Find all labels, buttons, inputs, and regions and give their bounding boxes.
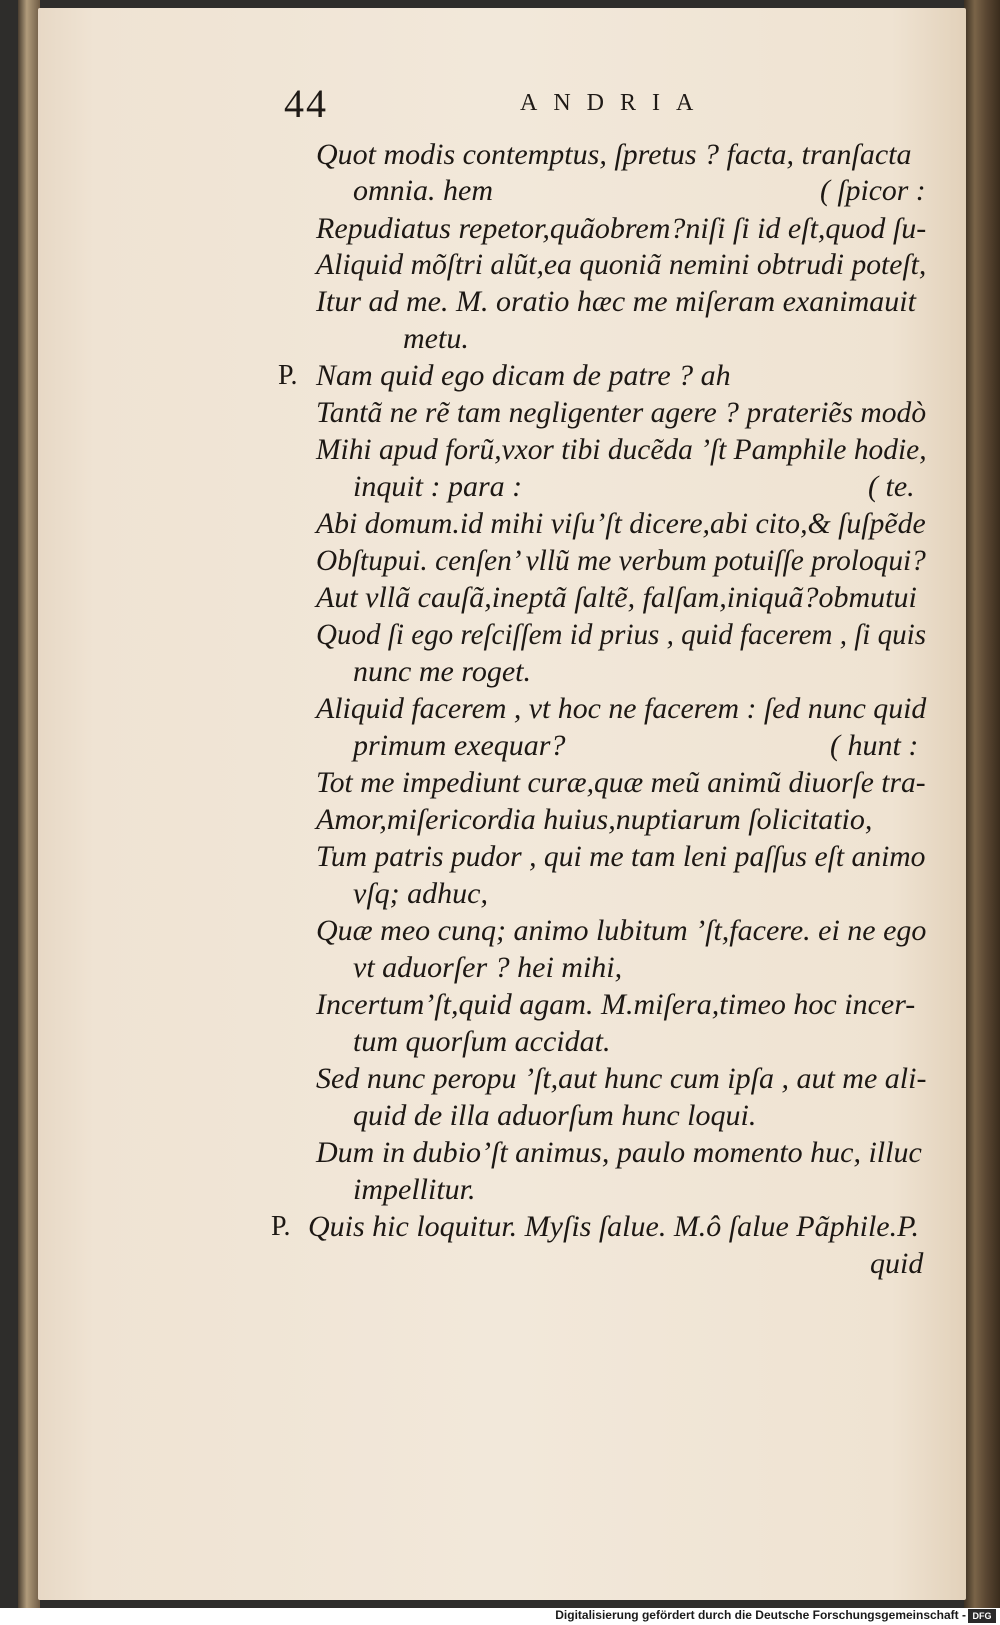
book-cover-right [964,0,1000,1608]
text-line: Mihi apud forũ,vxor tibi ducẽda ’ſt Pamphile hodie, [316,433,927,466]
text-line: Quis hic loquitur. Myſis ſalue. M.ô ſalue Pãphile.P. [308,1210,920,1243]
text-line: vt aduorſer ? hei mihi, [353,951,623,984]
text-line: Aliquid mõſtri alũt,ea quoniã nemini obtrudi poteſt, [316,248,927,281]
text-line: Abi domum.id mihi viſu’ſt dicere,abi cito,& ſuſpẽde [316,507,926,540]
text-line: Tum patris pudor , qui me tam leni paſſus eſt animo [316,840,926,873]
text-line: Quod ſi ego reſciſſem id prius , quid facerem , ſi quis [316,618,927,651]
speaker-mark: P. [271,1211,291,1242]
text-line: Tantã ne rẽ tam negligenter agere ? prateriẽs modò [316,396,927,429]
text-line: Itur ad me. M. oratio hæc me miſeram exanimauit [316,285,916,318]
catchword: quid [870,1247,924,1280]
dfg-logo: DFG [968,1609,996,1623]
text-line: Obſtupui. cenſen’ vllũ me verbum potuiſſe proloqui? [316,544,926,577]
digitization-footer [0,1608,1000,1625]
text-line: nunc me roget. [353,655,532,688]
text-line: quid de illa aduorſum hunc loqui. [353,1099,757,1132]
text-line: ( ſpicor : [820,174,926,207]
book-page [38,8,966,1600]
text-line: impellitur. [353,1173,476,1206]
text-line: Quot modis contemptus, ſpretus ? facta, tranſacta [316,138,912,171]
text-line: Tot me impediunt curæ,quæ meũ animũ diuorſe tra- [316,766,926,799]
page-number: 44 [284,81,328,126]
text-line: Dum in dubio’ſt animus, paulo momento huc, illuc [316,1136,922,1169]
text-line: ( hunt : [830,729,919,762]
text-line: tum quorſum accidat. [353,1025,611,1058]
text-line: omnia. hem [353,174,493,207]
text-line: Quæ meo cunq; animo lubitum ’ſt,facere. ei ne ego [316,914,927,947]
page-header [38,80,966,130]
text-line: Nam quid ego dicam de patre ? ah [316,359,731,392]
text-line: Amor,miſericordia huius,nuptiarum ſolicitatio, [316,803,873,836]
text-line: vſq; adhuc, [353,877,488,910]
text-line: Repudiatus repetor,quãobrem?niſi ſi id eſt,quod ſu- [316,212,927,245]
text-line: ( te. [868,470,915,503]
text-line: Sed nunc peropu ’ſt,aut hunc cum ipſa , aut me ali- [316,1062,927,1095]
text-line: Incertum’ſt,quid agam. M.miſera,timeo hoc incer- [316,988,916,1021]
text-line: Aliquid facerem , vt hoc ne facerem : ſed nunc quid [316,692,927,725]
text-line: Aut vllã cauſã,ineptã ſaltẽ, falſam,iniquã?obmutui [316,581,917,614]
text-line: inquit : para : [353,470,523,503]
text-line: metu. [403,322,469,355]
text-line: primum exequar? [353,729,566,762]
running-head: ANDRIA [520,90,710,116]
funding-notice: Digitalisierung gefördert durch die Deutsche Forschungsgemeinschaft - [555,1608,966,1622]
book-edge-left [18,0,40,1608]
speaker-mark: P. [278,360,298,391]
